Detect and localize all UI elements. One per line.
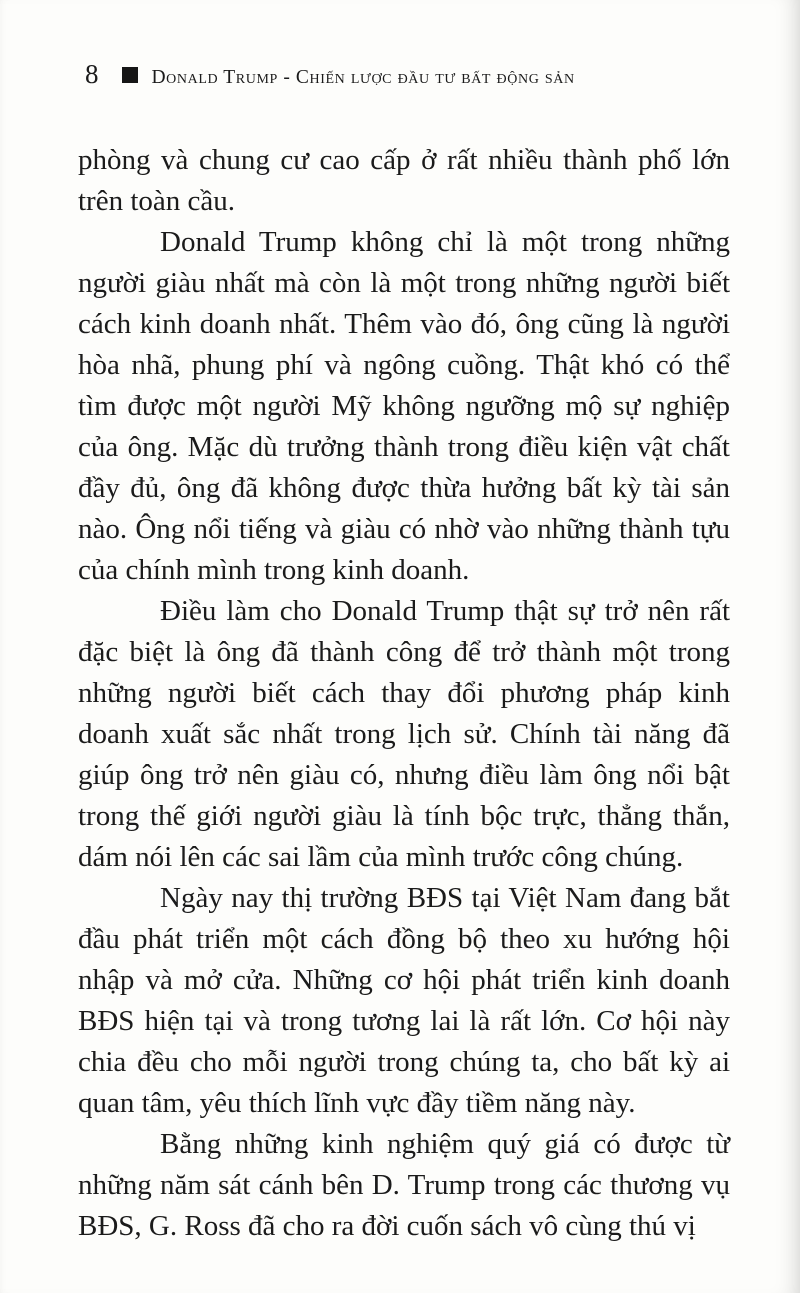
paragraph: Bằng những kinh nghiệm quý giá có được từ những năm sát cánh bên D. Trump trong các thương vụ BĐS, G. Ross đã cho ra đời cuốn sách vô cùng thú vị [78, 1128, 730, 1242]
body-text [78, 140, 730, 1247]
page-number: 8 [85, 59, 99, 89]
running-title: Donald Trump - Chiến lược đầu tư bất động sản [151, 67, 575, 88]
square-bullet-icon [122, 67, 138, 83]
page-header [0, 0, 800, 91]
paragraph: Điều làm cho Donald Trump thật sự trở nên rất đặc biệt là ông đã thành công để trở thành một trong những người biết cách thay đổi phương pháp kinh doanh xuất sắc nhất trong lịch sử. Chính tài năng đã giúp ông trở nên giàu có, nhưng điều làm ông nổi bật trong thế giới người giàu là tính bộc trực, thẳng thắn, dám nói lên các sai lầm của mình trước công chúng. [78, 595, 730, 873]
paragraph-continuation: phòng và chung cư cao cấp ở rất nhiều thành phố lớn trên toàn cầu. [78, 144, 730, 217]
paragraph: Ngày nay thị trường BĐS tại Việt Nam đang bắt đầu phát triển một cách đồng bộ theo xu hướng hội nhập và mở cửa. Những cơ hội phát triển kinh doanh BĐS hiện tại và trong tương lai là rất lớn. Cơ hội này chia đều cho mỗi người trong chúng ta, cho bất kỳ ai quan tâm, yêu thích lĩnh vực đầy tiềm năng này. [78, 882, 730, 1119]
paragraph: Donald Trump không chỉ là một trong những người giàu nhất mà còn là một trong những người biết cách kinh doanh nhất. Thêm vào đó, ông cũng là người hòa nhã, phung phí và ngông cuồng. Thật khó có thể tìm được một người Mỹ không ngưỡng mộ sự nghiệp của ông. Mặc dù trưởng thành trong điều kiện vật chất đầy đủ, ông đã không được thừa hưởng bất kỳ tài sản nào. Ông nổi tiếng và giàu có nhờ vào những thành tựu của chính mình trong kinh doanh. [78, 226, 730, 586]
